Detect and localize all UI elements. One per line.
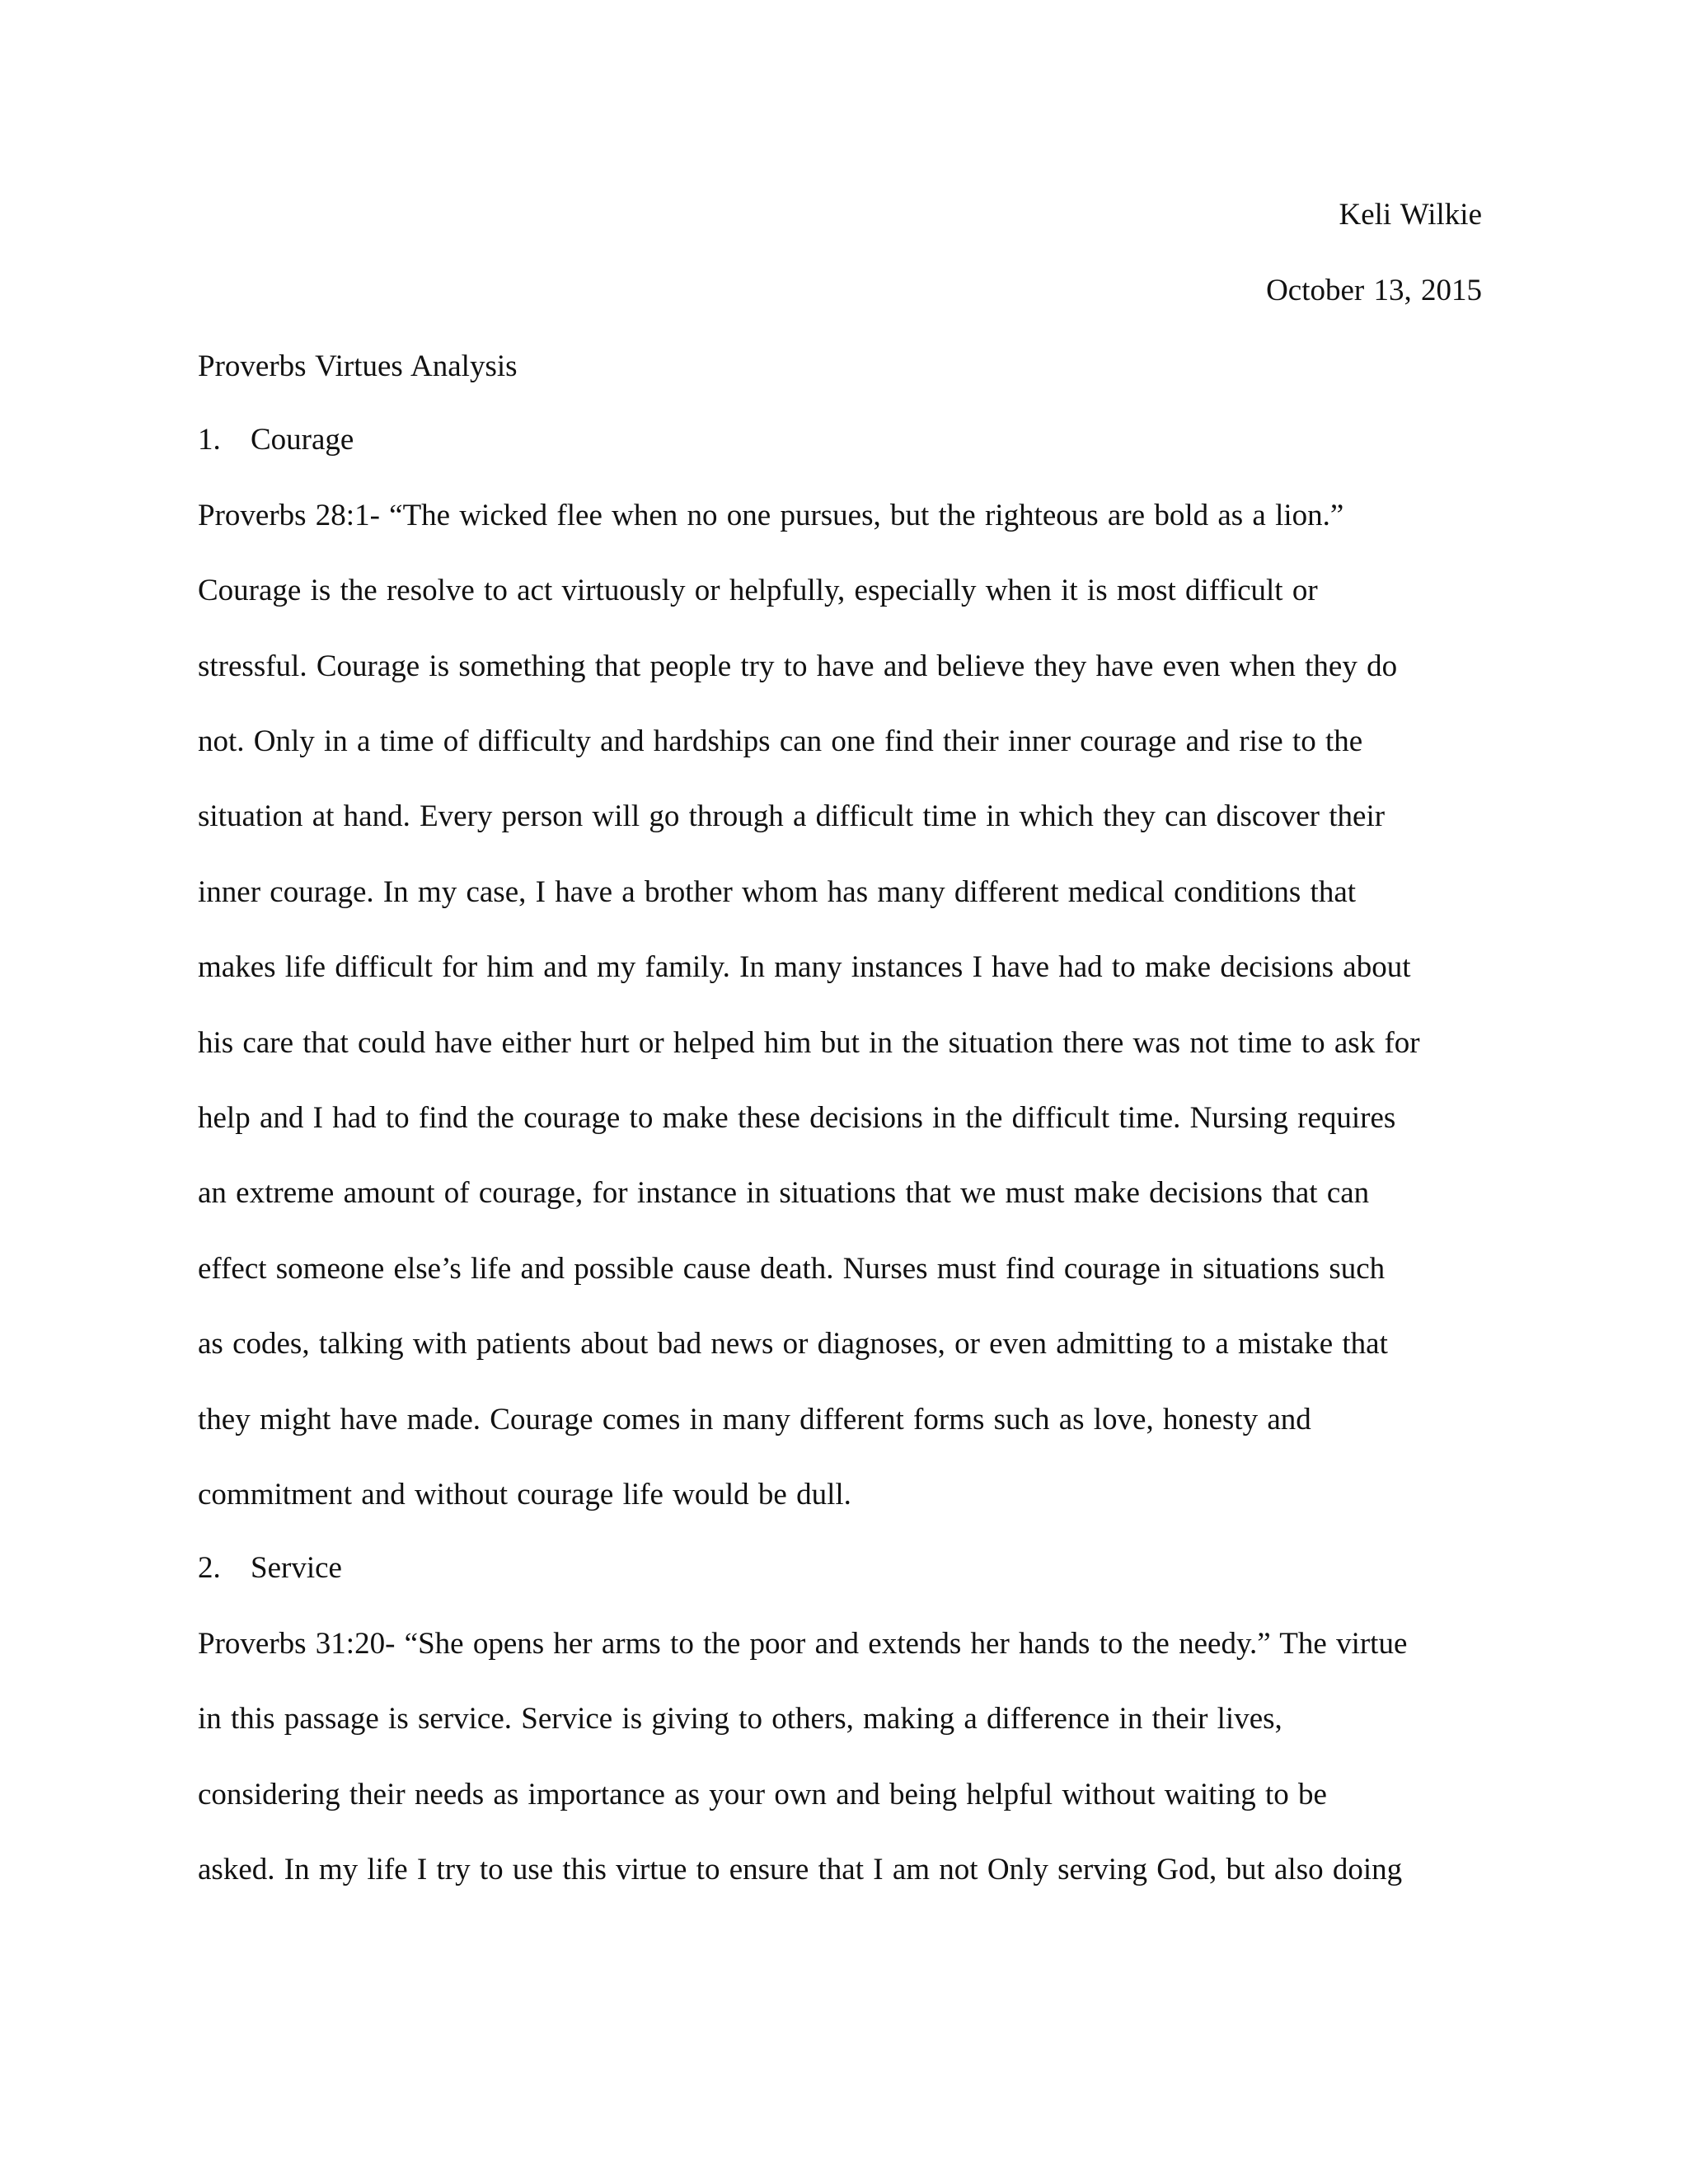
section-number: 1. <box>198 423 221 457</box>
paragraph-line: Proverbs 28:1- “The wicked flee when no one pursues, but the righteous are bold as a lion.” <box>198 499 1344 532</box>
paragraph-line: they might have made. Courage comes in many different forms such as love, honesty and <box>198 1403 1311 1436</box>
document-title: Proverbs Virtues Analysis <box>198 349 518 383</box>
author-name: Keli Wilkie <box>1339 198 1482 232</box>
paragraph-line: Proverbs 31:20- “She opens her arms to the poor and extends her hands to the needy.” The virtue <box>198 1627 1408 1661</box>
section-heading-label: Courage <box>251 423 354 457</box>
paragraph-line: stressful. Courage is something that people try to have and believe they have even when they do <box>198 649 1398 683</box>
paragraph-line: situation at hand. Every person will go through a difficult time in which they can discover their <box>198 799 1386 833</box>
section-heading-courage <box>198 421 1484 459</box>
paragraph-line: considering their needs as importance as your own and being helpful without waiting to be <box>198 1778 1327 1811</box>
paragraph-line: Courage is the resolve to act virtuously or helpfully, especially when it is most difficult or <box>198 574 1318 607</box>
paragraph-line: in this passage is service. Service is giving to others, making a difference in their lives, <box>198 1702 1282 1736</box>
paragraph-line: effect someone else’s life and possible cause death. Nurses must find courage in situations such <box>198 1252 1386 1286</box>
section-number: 2. <box>198 1551 221 1585</box>
paragraph-line: not. Only in a time of difficulty and hardships can one find their inner courage and rise to the <box>198 724 1363 758</box>
paragraph-line: commitment and without courage life would be dull. <box>198 1478 851 1511</box>
paragraph-line: inner courage. In my case, I have a brother whom has many different medical conditions that <box>198 875 1357 909</box>
paragraph-line: asked. In my life I try to use this virtue to ensure that I am not Only serving God, but also doing <box>198 1853 1403 1886</box>
paragraph-line: as codes, talking with patients about bad news or diagnoses, or even admitting to a mistake that <box>198 1327 1388 1361</box>
paragraph-line: makes life difficult for him and my family. In many instances I have had to make decisions about <box>198 950 1411 984</box>
paragraph-line: an extreme amount of courage, for instance in situations that we must make decisions that can <box>198 1176 1370 1210</box>
paragraph-line: his care that could have either hurt or helped him but in the situation there was not time to ask for <box>198 1026 1420 1060</box>
paragraph-line: help and I had to find the courage to make these decisions in the difficult time. Nursing requires <box>198 1101 1396 1135</box>
section-heading-label: Service <box>251 1551 342 1585</box>
section-heading-service <box>198 1549 1484 1587</box>
document-date: October 13, 2015 <box>1266 274 1482 307</box>
